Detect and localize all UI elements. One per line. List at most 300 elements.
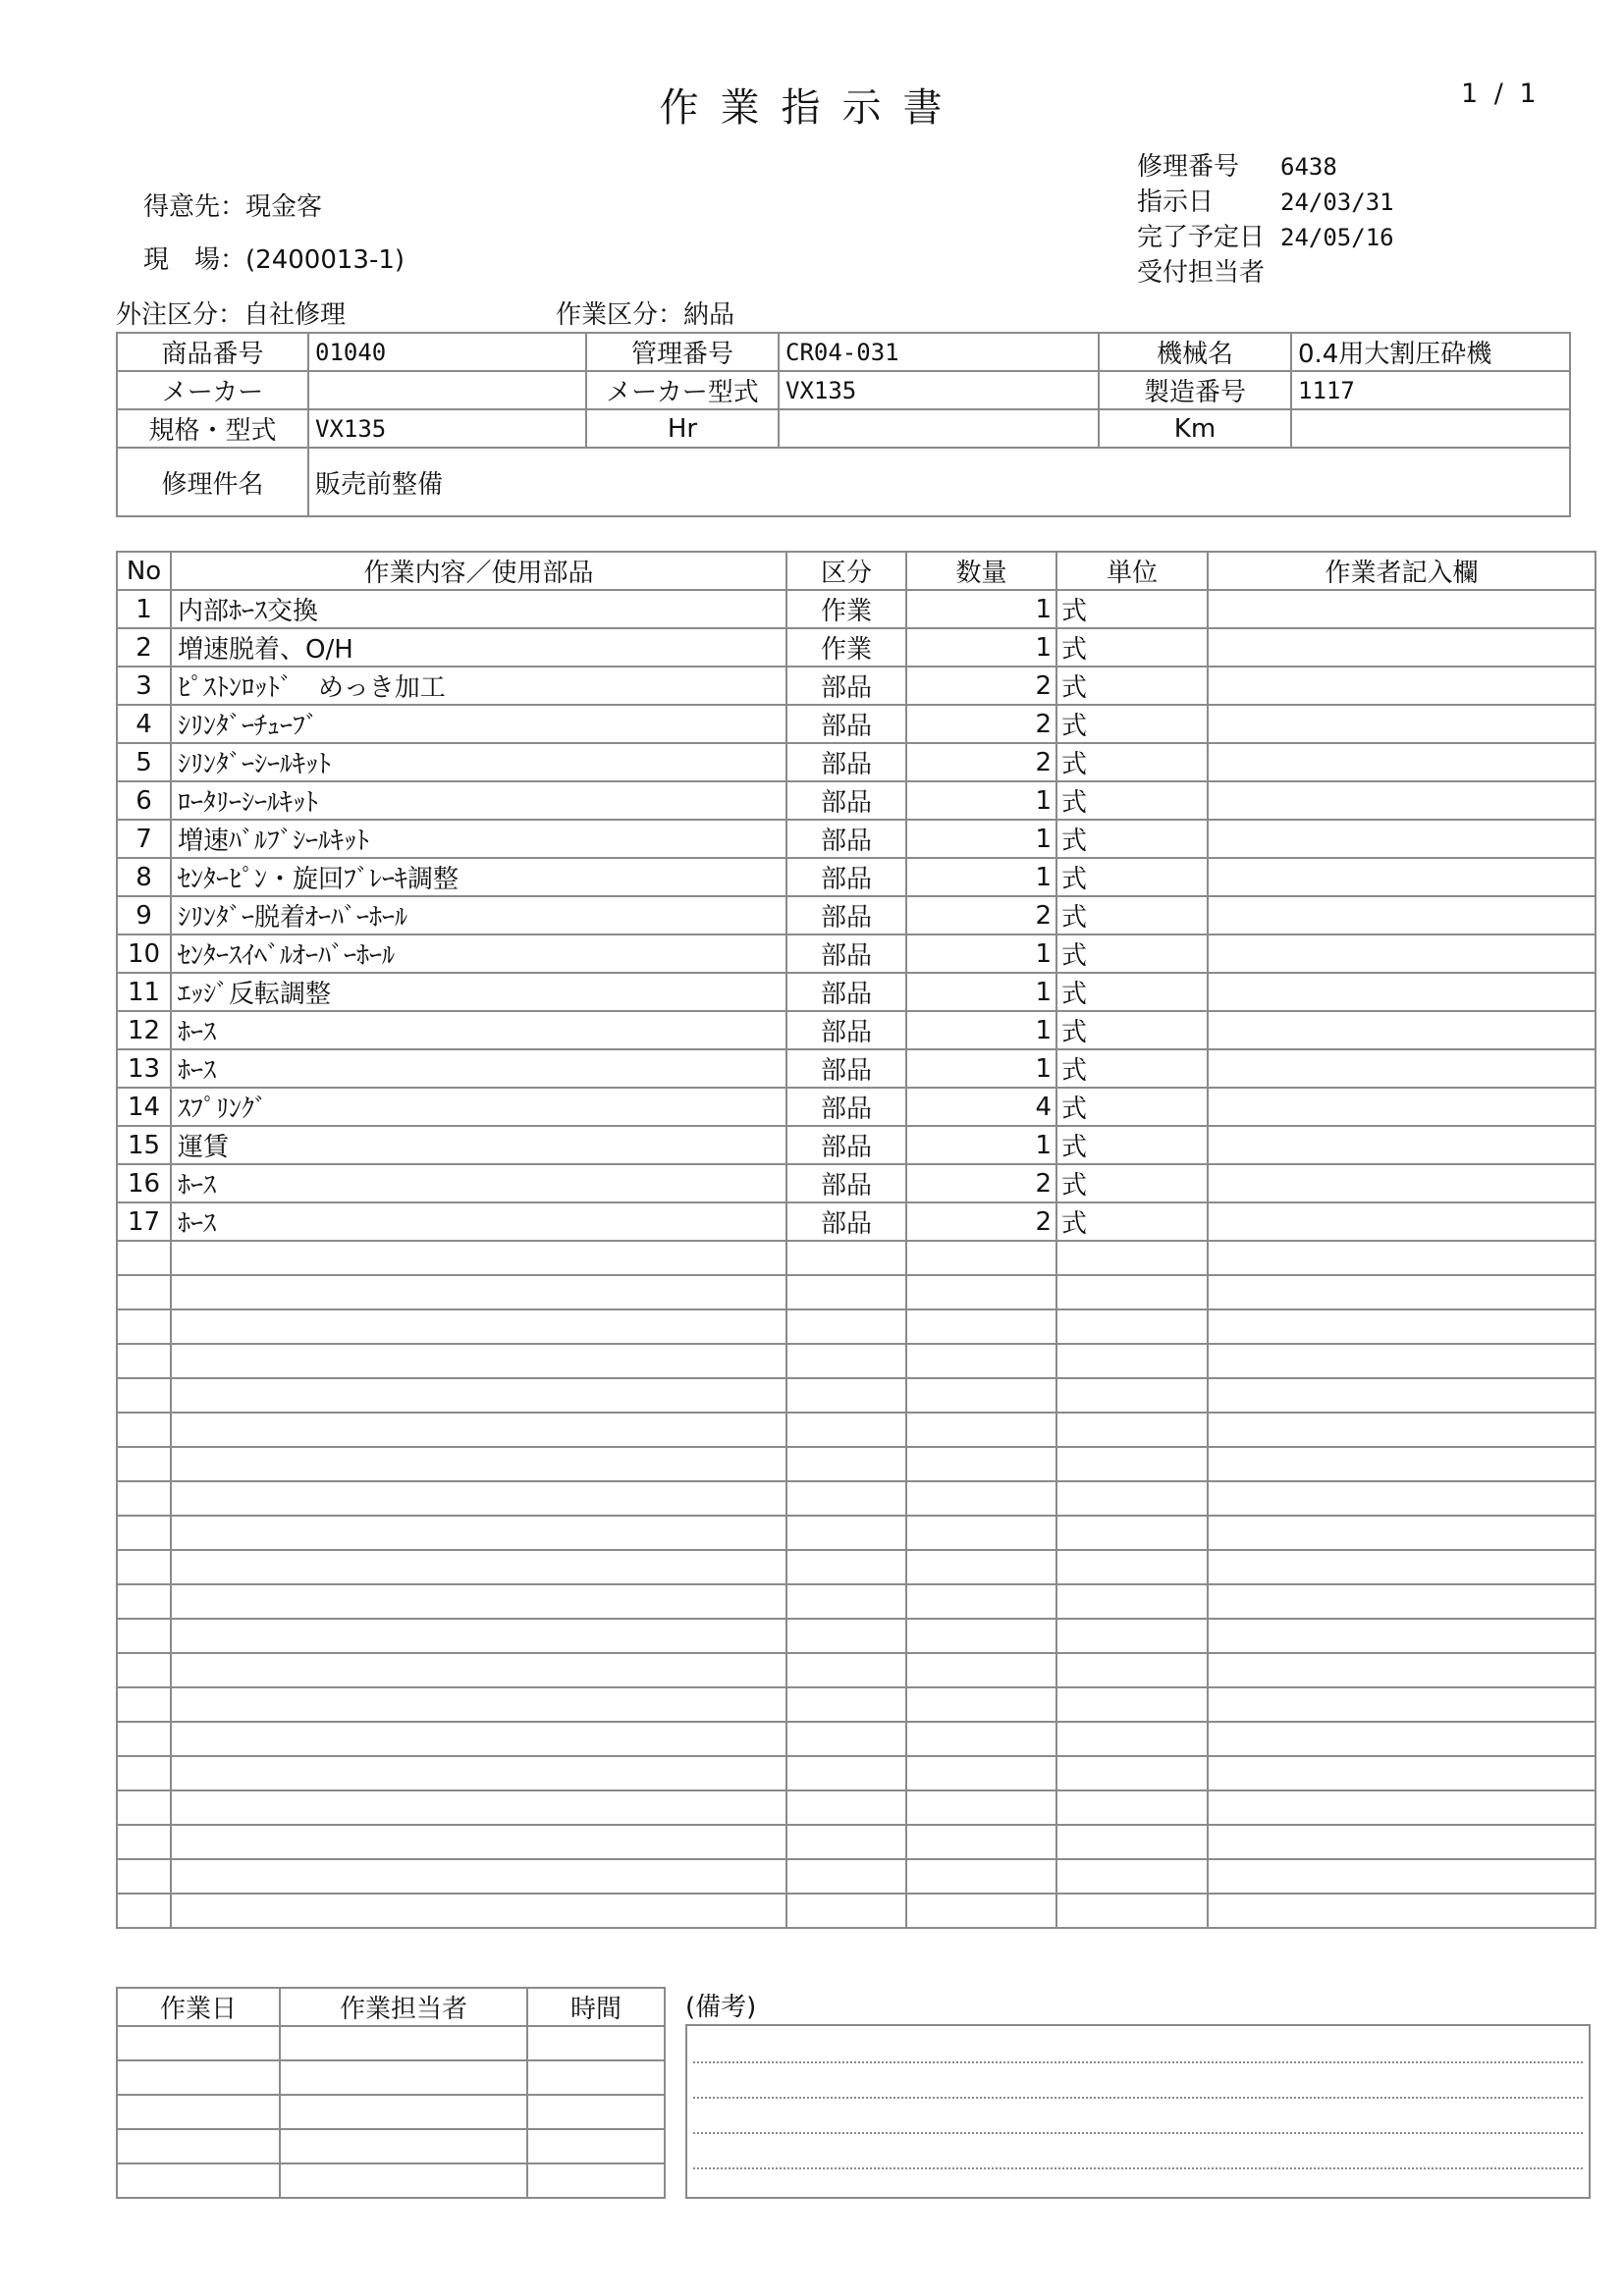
- items-table: [116, 551, 1596, 1929]
- item-worker-notes: [1208, 1687, 1596, 1722]
- item-description: ﾎｰｽ: [171, 1011, 786, 1049]
- spec-value: VX135: [308, 409, 586, 448]
- item-no: 17: [117, 1202, 171, 1241]
- mgmt-no-value: CR04-031: [779, 333, 1099, 371]
- spec-label: 規格・型式: [117, 409, 308, 448]
- item-category: [786, 1859, 906, 1894]
- info-row-2: [117, 371, 1570, 409]
- item-description: ｼﾘﾝﾀﾞｰｼｰﾙｷｯﾄ: [171, 743, 786, 781]
- item-quantity: [906, 1516, 1056, 1550]
- item-quantity: [906, 1275, 1056, 1309]
- header-quantity: 数量: [906, 552, 1056, 590]
- item-quantity: [906, 1756, 1056, 1790]
- header-category: 区分: [786, 552, 906, 590]
- item-worker-notes: [1208, 1790, 1596, 1825]
- remarks-line: [693, 2167, 1583, 2169]
- item-description: 内部ﾎｰｽ交換: [171, 590, 786, 628]
- item-no: 1: [117, 590, 171, 628]
- item-unit: [1056, 1825, 1208, 1859]
- item-no: [117, 1859, 171, 1894]
- work-log-cell: [527, 2060, 665, 2095]
- item-worker-notes: [1208, 1202, 1596, 1241]
- repair-no-value: 6438: [1280, 153, 1337, 181]
- item-category: 部品: [786, 781, 906, 820]
- empty-item-row: [117, 1413, 1596, 1447]
- item-unit: 式: [1056, 896, 1208, 934]
- work-log-cell: [527, 2095, 665, 2129]
- item-no: [117, 1687, 171, 1722]
- item-description: [171, 1722, 786, 1756]
- empty-item-row: [117, 1344, 1596, 1378]
- item-quantity: 1: [906, 590, 1056, 628]
- item-quantity: [906, 1413, 1056, 1447]
- empty-item-row: [117, 1825, 1596, 1859]
- outsource-label: 外注区分：: [116, 300, 244, 330]
- item-category: 部品: [786, 934, 906, 973]
- repair-subject-label: 修理件名: [117, 448, 308, 516]
- item-quantity: [906, 1378, 1056, 1413]
- outsource-value: 自社修理: [243, 300, 347, 330]
- item-unit: 式: [1056, 628, 1208, 667]
- item-worker-notes: [1208, 1756, 1596, 1790]
- item-unit: [1056, 1309, 1208, 1344]
- info-row-1: [117, 333, 1570, 371]
- item-description: ﾎｰｽ: [171, 1164, 786, 1202]
- item-unit: 式: [1056, 1202, 1208, 1241]
- item-worker-notes: [1208, 1413, 1596, 1447]
- item-no: 14: [117, 1088, 171, 1126]
- empty-item-row: [117, 1309, 1596, 1344]
- item-unit: [1056, 1378, 1208, 1413]
- item-row: [117, 1011, 1596, 1049]
- item-unit: 式: [1056, 1088, 1208, 1126]
- work-log-cell: [117, 2163, 280, 2198]
- item-unit: [1056, 1756, 1208, 1790]
- item-quantity: 2: [906, 743, 1056, 781]
- item-worker-notes: [1208, 1344, 1596, 1378]
- item-quantity: 1: [906, 820, 1056, 858]
- item-row: [117, 705, 1596, 743]
- item-worker-notes: [1208, 1126, 1596, 1164]
- item-row: [117, 934, 1596, 973]
- site-value: (2400013-1): [245, 245, 406, 275]
- work-log-cell: [527, 2129, 665, 2163]
- info-row-3: [117, 409, 1570, 448]
- item-unit: [1056, 1550, 1208, 1584]
- maker-model-value: VX135: [779, 371, 1099, 409]
- item-description: ｴｯｼﾞ反転調整: [171, 973, 786, 1011]
- item-category: [786, 1653, 906, 1687]
- work-log-cell: [280, 2026, 527, 2060]
- item-description: 運賃: [171, 1126, 786, 1164]
- item-no: 16: [117, 1164, 171, 1202]
- work-log-cell: [280, 2163, 527, 2198]
- hr-label: Hr: [586, 409, 779, 448]
- item-unit: [1056, 1790, 1208, 1825]
- work-log-row: [117, 2163, 665, 2198]
- empty-item-row: [117, 1687, 1596, 1722]
- item-category: [786, 1275, 906, 1309]
- item-row: [117, 1088, 1596, 1126]
- item-no: [117, 1550, 171, 1584]
- item-no: [117, 1241, 171, 1275]
- work-log-row: [117, 2095, 665, 2129]
- item-unit: [1056, 1859, 1208, 1894]
- item-unit: [1056, 1344, 1208, 1378]
- item-category: 部品: [786, 973, 906, 1011]
- site-row: [143, 240, 405, 276]
- item-description: ﾋﾟｽﾄﾝﾛｯﾄﾞ めっき加工: [171, 667, 786, 705]
- item-quantity: [906, 1859, 1056, 1894]
- item-no: [117, 1584, 171, 1619]
- item-row: [117, 973, 1596, 1011]
- item-category: 部品: [786, 1088, 906, 1126]
- maker-model-label: メーカー型式: [586, 371, 779, 409]
- item-no: [117, 1894, 171, 1928]
- item-unit: [1056, 1241, 1208, 1275]
- item-no: [117, 1275, 171, 1309]
- empty-item-row: [117, 1722, 1596, 1756]
- item-category: 部品: [786, 896, 906, 934]
- instruction-date-row: [1137, 185, 1394, 220]
- header-no: No: [117, 552, 171, 590]
- item-unit: [1056, 1619, 1208, 1653]
- item-quantity: [906, 1344, 1056, 1378]
- item-quantity: [906, 1825, 1056, 1859]
- item-no: [117, 1825, 171, 1859]
- item-unit: 式: [1056, 667, 1208, 705]
- item-quantity: 4: [906, 1088, 1056, 1126]
- item-no: [117, 1619, 171, 1653]
- product-no-value: 01040: [308, 333, 586, 371]
- item-row: [117, 781, 1596, 820]
- empty-item-row: [117, 1481, 1596, 1516]
- item-quantity: 2: [906, 896, 1056, 934]
- item-category: [786, 1241, 906, 1275]
- work-type-row: [556, 294, 734, 331]
- item-quantity: [906, 1584, 1056, 1619]
- item-no: [117, 1756, 171, 1790]
- item-unit: [1056, 1516, 1208, 1550]
- item-no: 15: [117, 1126, 171, 1164]
- item-description: [171, 1413, 786, 1447]
- machine-value: 0.4用大割圧砕機: [1291, 333, 1570, 371]
- work-log-table: [116, 1987, 666, 2199]
- item-worker-notes: [1208, 1516, 1596, 1550]
- item-description: ｾﾝﾀｰｽｲﾍﾞﾙｵｰﾊﾞｰﾎｰﾙ: [171, 934, 786, 973]
- item-no: [117, 1790, 171, 1825]
- maker-label: メーカー: [117, 371, 308, 409]
- item-no: [117, 1344, 171, 1378]
- item-unit: [1056, 1413, 1208, 1447]
- item-category: [786, 1309, 906, 1344]
- item-quantity: 2: [906, 1202, 1056, 1241]
- info-row-4: [117, 448, 1570, 516]
- serial-value: 1117: [1291, 371, 1570, 409]
- item-quantity: 2: [906, 667, 1056, 705]
- item-category: [786, 1447, 906, 1481]
- instruction-date-value: 24/03/31: [1280, 188, 1394, 216]
- empty-item-row: [117, 1584, 1596, 1619]
- items-header-row: [117, 552, 1596, 590]
- item-row: [117, 858, 1596, 896]
- item-worker-notes: [1208, 1049, 1596, 1088]
- item-description: [171, 1859, 786, 1894]
- repair-no-row: [1137, 149, 1394, 185]
- item-description: [171, 1584, 786, 1619]
- work-log-cell: [280, 2060, 527, 2095]
- item-worker-notes: [1208, 590, 1596, 628]
- item-description: [171, 1275, 786, 1309]
- item-no: [117, 1516, 171, 1550]
- item-description: [171, 1790, 786, 1825]
- item-worker-notes: [1208, 1653, 1596, 1687]
- item-row: [117, 820, 1596, 858]
- item-category: [786, 1344, 906, 1378]
- item-worker-notes: [1208, 1378, 1596, 1413]
- empty-item-row: [117, 1756, 1596, 1790]
- due-date-value: 24/05/16: [1280, 224, 1394, 251]
- item-worker-notes: [1208, 1447, 1596, 1481]
- item-quantity: [906, 1447, 1056, 1481]
- item-no: [117, 1309, 171, 1344]
- product-no-label: 商品番号: [117, 333, 308, 371]
- item-description: [171, 1653, 786, 1687]
- header-description: 作業内容／使用部品: [171, 552, 786, 590]
- item-unit: 式: [1056, 1126, 1208, 1164]
- work-type-value: 納品: [683, 300, 735, 330]
- item-unit: [1056, 1481, 1208, 1516]
- work-type-label: 作業区分：: [556, 300, 684, 330]
- item-description: [171, 1309, 786, 1344]
- remarks-line: [693, 2061, 1583, 2063]
- work-log-cell: [527, 2026, 665, 2060]
- item-description: [171, 1894, 786, 1928]
- item-worker-notes: [1208, 628, 1596, 667]
- document-title: 作業指示書: [659, 85, 964, 131]
- item-row: [117, 1049, 1596, 1088]
- item-category: 部品: [786, 1126, 906, 1164]
- page-number: 1 / 1: [1461, 79, 1541, 109]
- item-no: 9: [117, 896, 171, 934]
- remarks-line: [693, 2097, 1583, 2099]
- item-category: 部品: [786, 743, 906, 781]
- item-description: 増速ﾊﾞﾙﾌﾞｼｰﾙｷｯﾄ: [171, 820, 786, 858]
- due-date-row: [1137, 220, 1394, 255]
- item-worker-notes: [1208, 1584, 1596, 1619]
- item-worker-notes: [1208, 1011, 1596, 1049]
- item-category: [786, 1756, 906, 1790]
- item-quantity: 1: [906, 1049, 1056, 1088]
- item-worker-notes: [1208, 1241, 1596, 1275]
- work-log-cell: [117, 2060, 280, 2095]
- item-row: [117, 628, 1596, 667]
- item-unit: 式: [1056, 934, 1208, 973]
- item-category: [786, 1619, 906, 1653]
- item-row: [117, 743, 1596, 781]
- item-description: [171, 1756, 786, 1790]
- item-no: 8: [117, 858, 171, 896]
- item-worker-notes: [1208, 973, 1596, 1011]
- item-quantity: 1: [906, 1126, 1056, 1164]
- item-no: [117, 1653, 171, 1687]
- work-person-header: 作業担当者: [280, 1988, 527, 2026]
- item-no: 6: [117, 781, 171, 820]
- work-log-header-row: [117, 1988, 665, 2026]
- item-row: [117, 590, 1596, 628]
- item-quantity: [906, 1687, 1056, 1722]
- item-quantity: 1: [906, 628, 1056, 667]
- item-description: [171, 1687, 786, 1722]
- item-description: [171, 1481, 786, 1516]
- customer-row: [143, 187, 322, 223]
- empty-item-row: [117, 1653, 1596, 1687]
- item-unit: 式: [1056, 820, 1208, 858]
- item-quantity: [906, 1550, 1056, 1584]
- item-no: 4: [117, 705, 171, 743]
- item-quantity: 1: [906, 973, 1056, 1011]
- item-no: 12: [117, 1011, 171, 1049]
- item-worker-notes: [1208, 781, 1596, 820]
- item-unit: [1056, 1894, 1208, 1928]
- item-description: [171, 1516, 786, 1550]
- item-worker-notes: [1208, 1722, 1596, 1756]
- item-category: [786, 1413, 906, 1447]
- item-unit: 式: [1056, 858, 1208, 896]
- item-category: 部品: [786, 1049, 906, 1088]
- empty-item-row: [117, 1275, 1596, 1309]
- empty-item-row: [117, 1894, 1596, 1928]
- item-category: [786, 1894, 906, 1928]
- item-no: 3: [117, 667, 171, 705]
- remarks-line: [693, 2132, 1583, 2134]
- item-row: [117, 896, 1596, 934]
- item-description: [171, 1241, 786, 1275]
- empty-item-row: [117, 1516, 1596, 1550]
- item-row: [117, 1202, 1596, 1241]
- item-unit: 式: [1056, 1164, 1208, 1202]
- item-worker-notes: [1208, 667, 1596, 705]
- km-value: [1291, 409, 1570, 448]
- item-category: [786, 1790, 906, 1825]
- empty-item-row: [117, 1241, 1596, 1275]
- item-worker-notes: [1208, 1894, 1596, 1928]
- item-category: 部品: [786, 858, 906, 896]
- header-worker-notes: 作業者記入欄: [1208, 552, 1596, 590]
- item-worker-notes: [1208, 1164, 1596, 1202]
- item-description: 増速脱着、O/H: [171, 628, 786, 667]
- empty-item-row: [117, 1378, 1596, 1413]
- item-worker-notes: [1208, 1309, 1596, 1344]
- item-description: [171, 1619, 786, 1653]
- item-quantity: 1: [906, 934, 1056, 973]
- item-quantity: 1: [906, 781, 1056, 820]
- item-unit: [1056, 1447, 1208, 1481]
- work-log-cell: [117, 2129, 280, 2163]
- item-unit: [1056, 1653, 1208, 1687]
- item-unit: 式: [1056, 590, 1208, 628]
- receptionist-label: 受付担当者: [1137, 258, 1266, 288]
- item-category: 部品: [786, 1164, 906, 1202]
- item-unit: 式: [1056, 1049, 1208, 1088]
- work-log-cell: [280, 2129, 527, 2163]
- item-worker-notes: [1208, 934, 1596, 973]
- item-unit: [1056, 1584, 1208, 1619]
- customer-label: 得意先：: [143, 192, 246, 222]
- item-category: [786, 1722, 906, 1756]
- item-unit: [1056, 1722, 1208, 1756]
- site-label: 現 場：: [143, 245, 246, 275]
- item-row: [117, 1164, 1596, 1202]
- hr-value: [779, 409, 1099, 448]
- maker-value: [308, 371, 586, 409]
- item-description: ﾛｰﾀﾘｰｼｰﾙｷｯﾄ: [171, 781, 786, 820]
- item-description: ｽﾌﾟﾘﾝｸﾞ: [171, 1088, 786, 1126]
- item-category: 部品: [786, 1011, 906, 1049]
- empty-item-row: [117, 1790, 1596, 1825]
- empty-item-row: [117, 1859, 1596, 1894]
- item-no: [117, 1447, 171, 1481]
- right-info: [1137, 149, 1394, 291]
- item-worker-notes: [1208, 705, 1596, 743]
- item-description: [171, 1344, 786, 1378]
- header-unit: 単位: [1056, 552, 1208, 590]
- item-unit: 式: [1056, 973, 1208, 1011]
- item-worker-notes: [1208, 1550, 1596, 1584]
- receptionist-row: [1137, 255, 1394, 291]
- customer-value: 現金客: [245, 192, 323, 222]
- item-category: 作業: [786, 628, 906, 667]
- item-no: [117, 1413, 171, 1447]
- item-category: [786, 1825, 906, 1859]
- item-worker-notes: [1208, 1481, 1596, 1516]
- machine-label: 機械名: [1099, 333, 1291, 371]
- item-unit: [1056, 1687, 1208, 1722]
- work-log-row: [117, 2129, 665, 2163]
- item-category: 部品: [786, 820, 906, 858]
- work-log-row: [117, 2060, 665, 2095]
- item-quantity: [906, 1790, 1056, 1825]
- item-quantity: [906, 1653, 1056, 1687]
- work-log-cell: [117, 2095, 280, 2129]
- item-worker-notes: [1208, 1825, 1596, 1859]
- item-category: [786, 1481, 906, 1516]
- item-no: 10: [117, 934, 171, 973]
- item-worker-notes: [1208, 1088, 1596, 1126]
- item-category: 部品: [786, 667, 906, 705]
- item-row: [117, 1126, 1596, 1164]
- item-unit: 式: [1056, 1011, 1208, 1049]
- remarks-box: [685, 2024, 1591, 2199]
- work-time-header: 時間: [527, 1988, 665, 2026]
- item-row: [117, 667, 1596, 705]
- item-description: [171, 1825, 786, 1859]
- item-quantity: 1: [906, 858, 1056, 896]
- item-description: ｾﾝﾀｰﾋﾟﾝ・旋回ﾌﾞﾚｰｷ調整: [171, 858, 786, 896]
- item-unit: 式: [1056, 781, 1208, 820]
- item-category: 作業: [786, 590, 906, 628]
- item-category: [786, 1687, 906, 1722]
- work-date-header: 作業日: [117, 1988, 280, 2026]
- work-log-cell: [117, 2026, 280, 2060]
- instruction-date-label: 指示日: [1137, 187, 1215, 217]
- item-quantity: 1: [906, 1011, 1056, 1049]
- empty-item-row: [117, 1550, 1596, 1584]
- serial-label: 製造番号: [1099, 371, 1291, 409]
- item-description: [171, 1550, 786, 1584]
- item-no: 11: [117, 973, 171, 1011]
- item-category: [786, 1584, 906, 1619]
